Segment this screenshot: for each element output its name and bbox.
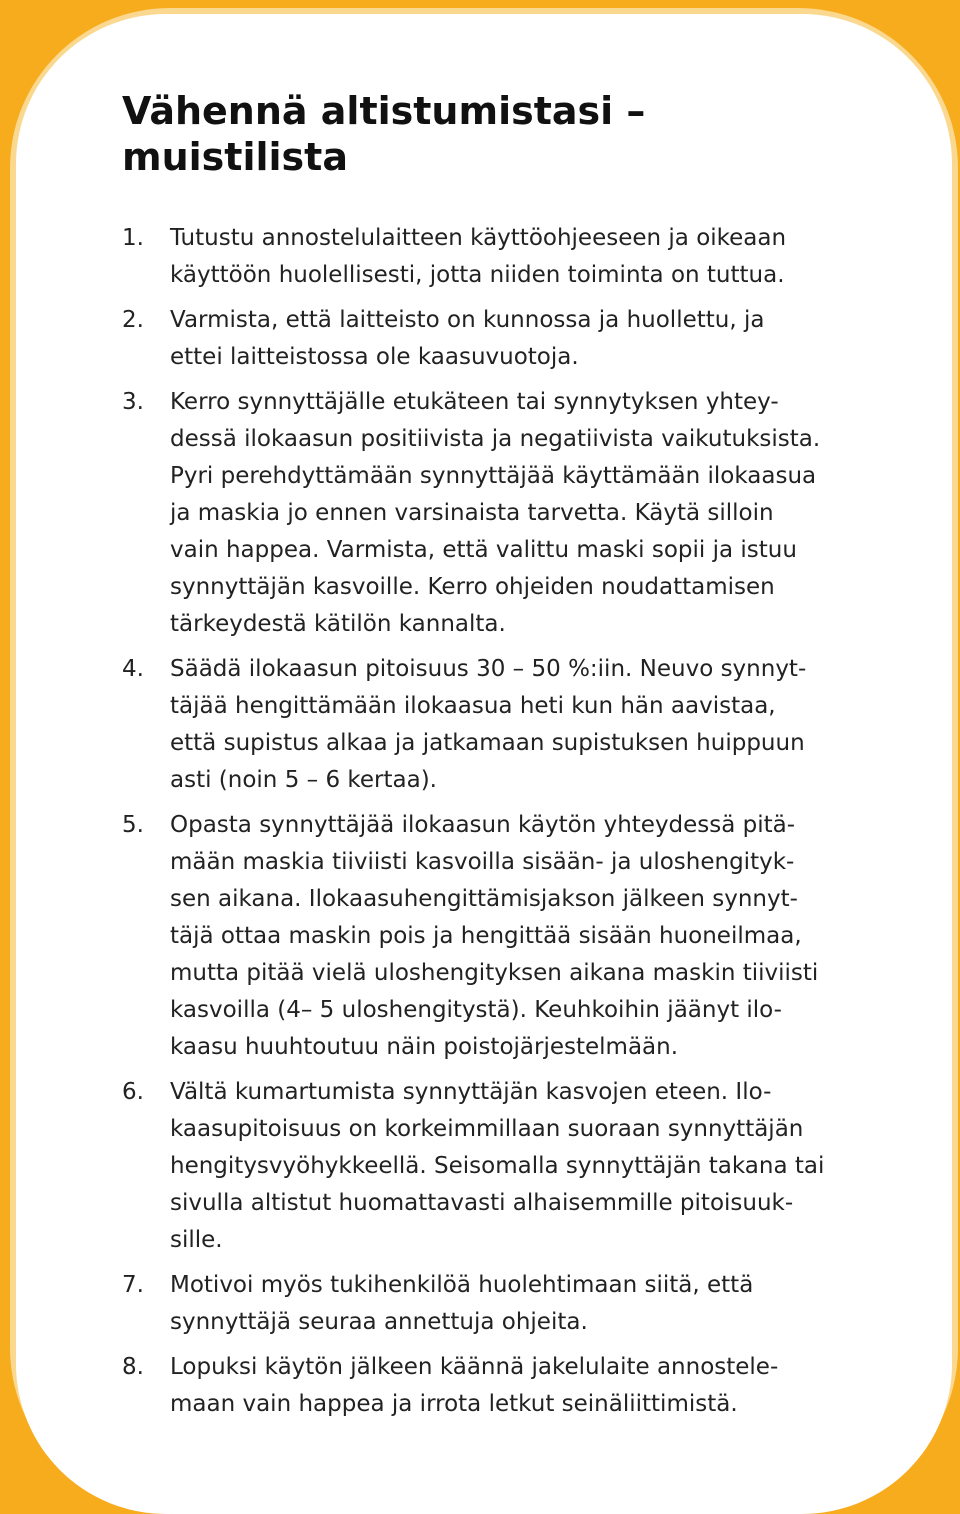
list-item-text: Vältä kumartumista synnyttäjän kasvojen eteen. Ilo- kaasupitoisuus on korkeimmillaan suoraan synnyttäjän hengitysvyöhykkeellä. Seisomalla synnyttäjän takana tai sivulla altistut huomattavasti alhaisemmille pitoisuuk- sille. <box>170 1079 825 1253</box>
list-item-number: 7. <box>122 1272 144 1298</box>
list-item-number: 8. <box>122 1354 144 1380</box>
list-item-text: Motivoi myös tukihenkilöä huolehtimaan siitä, että synnyttäjä seuraa annettuja ohjeita. <box>170 1272 754 1335</box>
list-item-number: 2. <box>122 307 144 333</box>
list-item <box>122 302 842 376</box>
checklist <box>122 220 842 1431</box>
list-item <box>122 384 842 643</box>
list-item-text: Opasta synnyttäjää ilokaasun käytön yhteydessä pitä- mään maskia tiiviisti kasvoilla sisään- ja uloshengityk- sen aikana. Ilokaasuhengittämisjakson jälkeen synnyt- täjä ottaa maskin pois ja hengittää sisään huoneilmaa, mutta pitää vielä uloshengityksen aikana maskin tiiviisti kasvoilla (4– 5 uloshengitystä). Keuhkoihin jäänyt ilo- kaasu huuhtoutuu näin poistojärjestelmään. <box>170 812 819 1060</box>
list-item-text: Lopuksi käytön jälkeen käännä jakelulaite annostele- maan vain happea ja irrota letkut seinäliittimistä. <box>170 1354 779 1417</box>
list-item <box>122 651 842 799</box>
list-item-number: 4. <box>122 656 144 682</box>
list-item <box>122 1349 842 1423</box>
list-item <box>122 807 842 1066</box>
list-item-text: Säädä ilokaasun pitoisuus 30 – 50 %:iin. Neuvo synnyt- täjää hengittämään ilokaasua heti kun hän aavistaa, että supistus alkaa ja jatkamaan supistuksen huippuun asti (noin 5 – 6 kertaa). <box>170 656 807 793</box>
list-item-text: Kerro synnyttäjälle etukäteen tai synnytyksen yhtey- dessä ilokaasun positiivista ja negatiivista vaikutuksista. Pyri perehdyttämään synnyttäjää käyttämään ilokaasua ja maskia jo ennen varsinaista tarvetta. Käytä silloin vain happea. Varmista, että valittu maski sopii ja istuu synnyttäjän kasvoille. Kerro ohjeiden noudattamisen tärkeydestä kätilön kannalta. <box>170 389 821 637</box>
page-title: Vähennä altistumistasi – muistilista <box>122 89 646 179</box>
list-item-number: 5. <box>122 812 144 838</box>
list-item-number: 3. <box>122 389 144 415</box>
list-item <box>122 1074 842 1259</box>
list-item-text: Varmista, että laitteisto on kunnossa ja huollettu, ja ettei laitteistossa ole kaasuvuotoja. <box>170 307 765 370</box>
list-item-number: 1. <box>122 225 144 251</box>
list-item <box>122 220 842 294</box>
list-item <box>122 1267 842 1341</box>
list-item-number: 6. <box>122 1079 144 1105</box>
list-item-text: Tutustu annostelulaitteen käyttöohjeeseen ja oikeaan käyttöön huolellisesti, jotta niiden toiminta on tuttua. <box>170 225 787 288</box>
